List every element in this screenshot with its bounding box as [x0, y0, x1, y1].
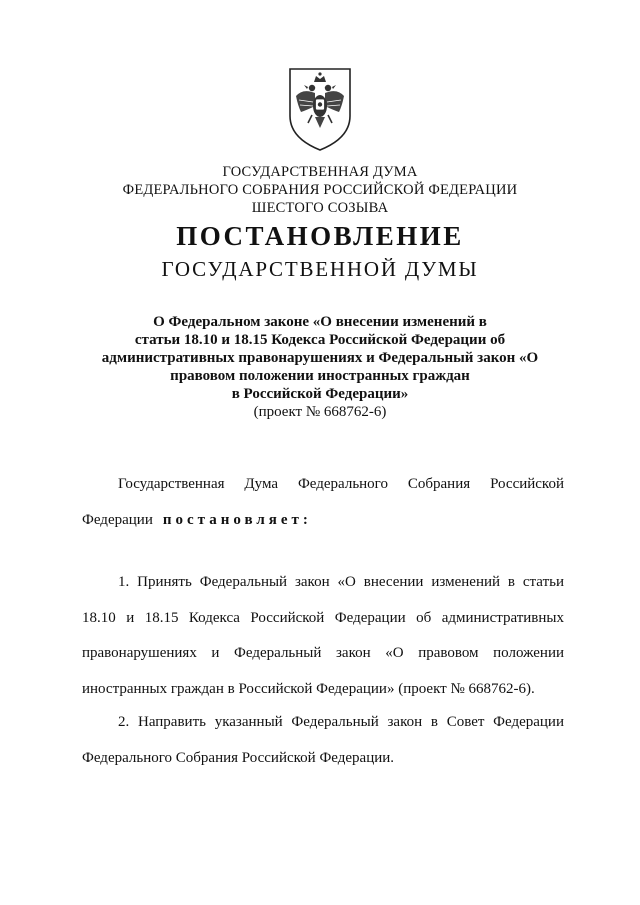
intro-verb: постановляет: — [162, 511, 312, 528]
subject-line-2: статьи 18.10 и 18.15 Кодекса Российской Федерации об — [134, 332, 506, 348]
document-subject — [100, 313, 540, 421]
document-type: ПОСТАНОВЛЕНИЕ — [176, 221, 464, 251]
intro-text: Государственная Дума Федерального Собрания Российской Федерации — [82, 476, 564, 528]
document-type-subtitle: ГОСУДАРСТВЕННОЙ ДУМЫ — [161, 257, 479, 281]
subject-line-3: административных правонарушениях и Федеральный закон «О — [101, 350, 539, 366]
subject-line-4: правовом положении иностранных граждан — [170, 368, 470, 384]
subject-line-1: О Федеральном законе «О внесении изменений в — [153, 314, 487, 330]
coat-of-arms-icon — [287, 66, 353, 152]
point-1-paragraph: 1. Принять Федеральный закон «О внесении изменений в статьи 18.10 и 18.15 Кодекса Российской Федерации об административных правонарушениях и Федеральный закон «О правовом положении иностранных граждан в Российской Федерации» (проект № 668762-6). — [82, 574, 564, 697]
intro-paragraph — [82, 467, 564, 538]
project-number: (проект № 668762-6) — [253, 404, 387, 420]
org-line-3: ШЕСТОГО СОЗЫВА — [251, 200, 389, 216]
point-2-paragraph: 2. Направить указанный Федеральный закон в Совет Федерации Федерального Собрания Российской Федерации. — [82, 714, 564, 766]
org-line-2: ФЕДЕРАЛЬНОГО СОБРАНИЯ РОССИЙСКОЙ ФЕДЕРАЦИИ — [122, 182, 518, 198]
subject-line-5: в Российской Федерации» — [231, 386, 409, 402]
issuing-body — [0, 163, 640, 217]
org-line-1: ГОСУДАРСТВЕННАЯ ДУМА — [222, 164, 418, 180]
